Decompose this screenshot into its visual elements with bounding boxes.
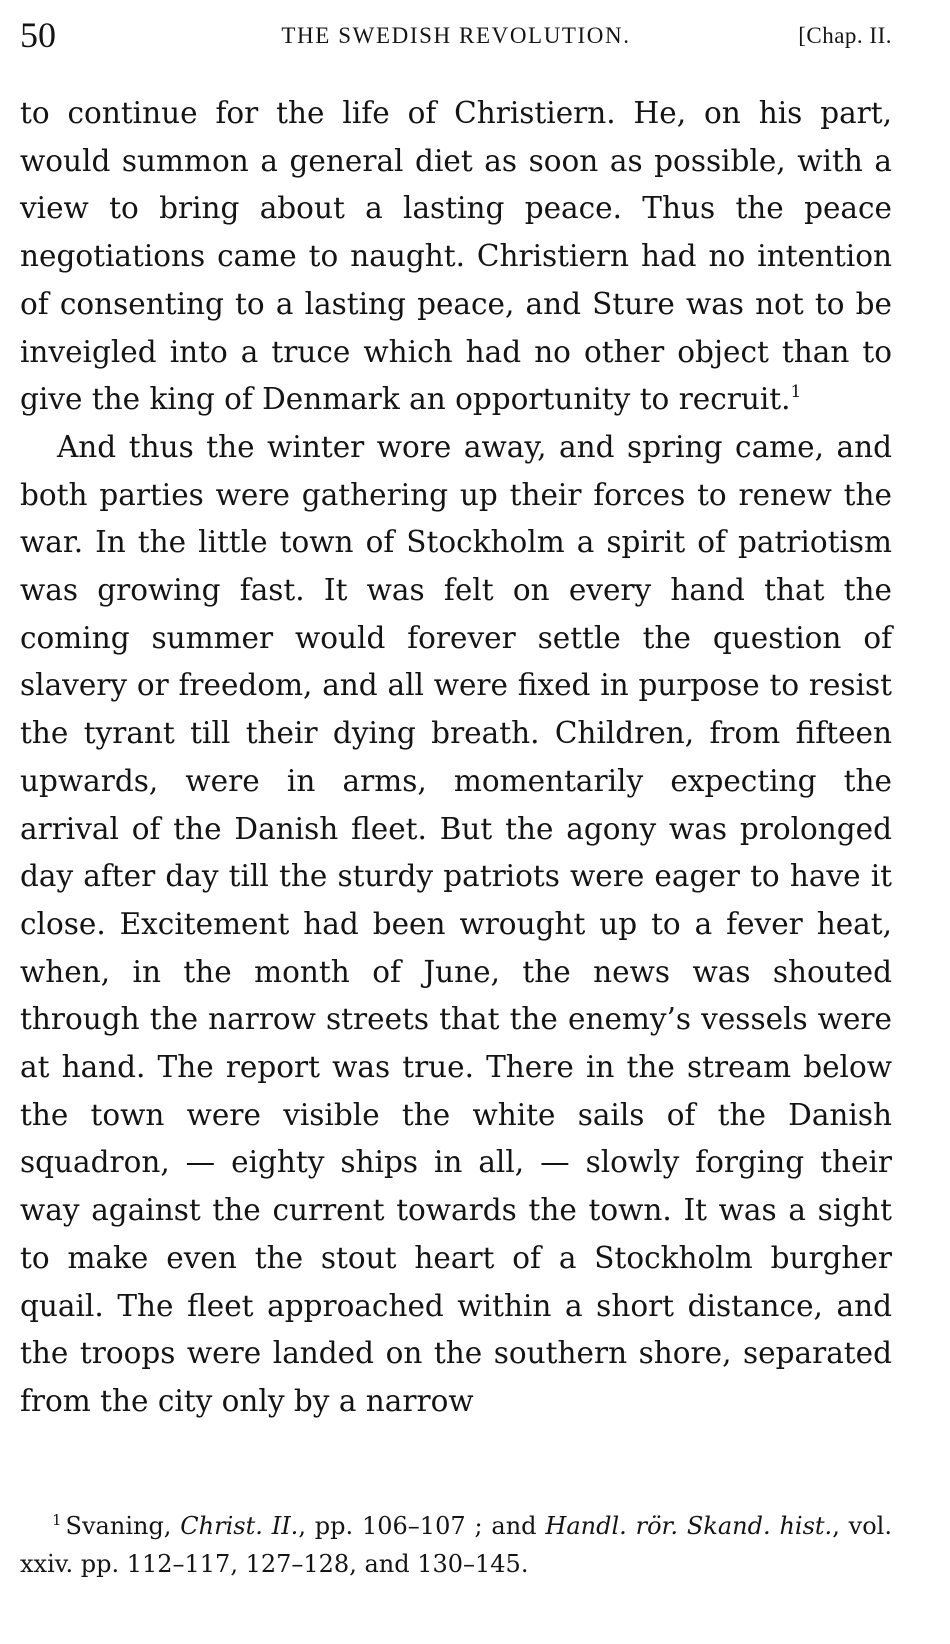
book-page	[20, 0, 892, 1644]
paragraph-1-text: to continue for the life of Christiern. He, on his part, would summon a general diet as soon as possible, with a view to bring about a lasting peace. Thus the peace negotiations came to naught. Christiern had no intention of consenting to a lasting peace, and Sture was not to be inveigled into a truce which had no other object than to give the king of Denmark an opportunity to recruit.	[20, 96, 892, 417]
page-number: 50	[20, 15, 56, 55]
body-text	[20, 90, 892, 1426]
footnote-marker: 1	[52, 1511, 62, 1529]
footnote-author: Svaning,	[65, 1512, 172, 1540]
footnote-work-2: Handl. rör. Skand. hist.	[545, 1512, 833, 1540]
footnote	[20, 1507, 892, 1583]
footnote-reference: 1	[790, 382, 802, 403]
footnote-pages-2: , vol. xxiv. pp. 112–117, 127–128, and 130–145.	[20, 1512, 892, 1578]
chapter-label: [Chap. II.	[798, 23, 892, 48]
paragraph-2: And thus the winter wore away, and spring came, and both parties were gathering up their forces to renew the war. In the little town of Stockholm a spirit of patriotism was growing fast. It was felt on every hand that the coming summer would forever settle the question of slavery or freedom, and all were fixed in purpose to resist the tyrant till their dying breath. Children, from fifteen upwards, were in arms, momentarily expecting the arrival of the Danish fleet. But the agony was prolonged day after day till the sturdy patriots were eager to have it close. Excitement had been wrought up to a fever heat, when, in the month of June, the news was shouted through the narrow streets that the enemy’s vessels were at hand. The report was true. There in the stream below the town were visible the white sails of the Danish squadron, — eighty ships in all, — slowly forging their way against the current towards the town. It was a sight to make even the stout heart of a Stockholm burgher quail. The fleet approached within a short distance, and the troops were landed on the southern shore, separated from the city only by a narrow	[20, 429, 892, 1418]
running-head	[20, 12, 892, 58]
book-title: THE SWEDISH REVOLUTION.	[281, 23, 631, 48]
paragraph-1	[20, 90, 892, 424]
footnote-pages-1: , pp. 106–107 ; and	[298, 1512, 537, 1540]
footnote-work-1: Christ. II.	[180, 1512, 299, 1540]
